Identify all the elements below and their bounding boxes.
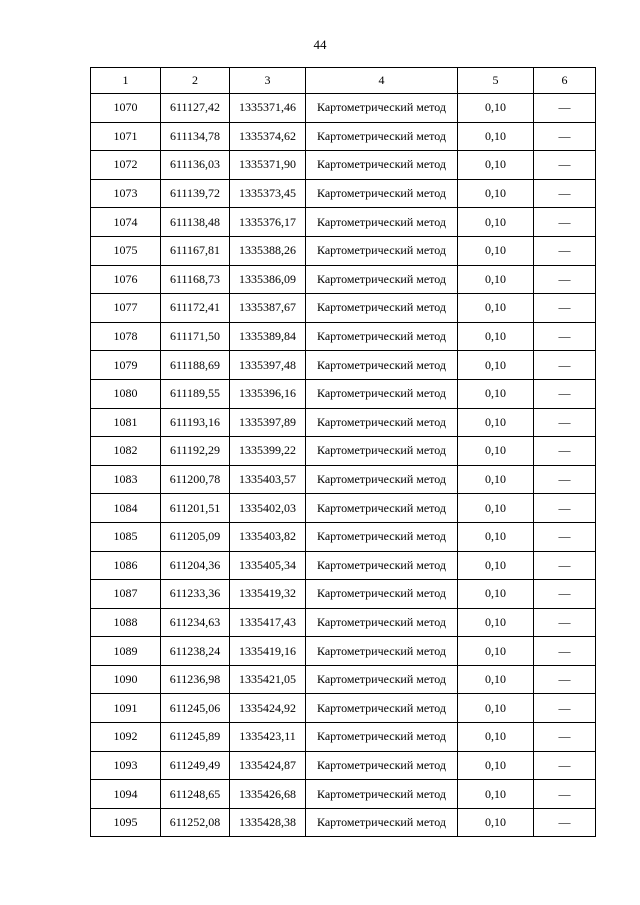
accuracy-cell: 0,10 xyxy=(458,351,534,380)
table-row xyxy=(91,236,596,265)
point-number-cell: 1078 xyxy=(91,322,161,351)
point-number-cell: 1081 xyxy=(91,408,161,437)
table-row xyxy=(91,294,596,323)
y-coordinate-cell: 1335419,32 xyxy=(230,580,306,609)
method-cell: Картометрический метод xyxy=(306,208,458,237)
point-number-cell: 1091 xyxy=(91,694,161,723)
header-cell-4: 4 xyxy=(306,68,458,94)
y-coordinate-cell: 1335386,09 xyxy=(230,265,306,294)
table-row xyxy=(91,208,596,237)
method-cell: Картометрический метод xyxy=(306,494,458,523)
y-coordinate-cell: 1335424,92 xyxy=(230,694,306,723)
point-number-cell: 1080 xyxy=(91,379,161,408)
y-coordinate-cell: 1335374,62 xyxy=(230,122,306,151)
accuracy-cell: 0,10 xyxy=(458,723,534,752)
method-cell: Картометрический метод xyxy=(306,780,458,809)
y-coordinate-cell: 1335419,16 xyxy=(230,637,306,666)
x-coordinate-cell: 611167,81 xyxy=(161,236,230,265)
y-coordinate-cell: 1335402,03 xyxy=(230,494,306,523)
table-row xyxy=(91,808,596,837)
accuracy-cell: 0,10 xyxy=(458,179,534,208)
y-coordinate-cell: 1335423,11 xyxy=(230,723,306,752)
table-row xyxy=(91,122,596,151)
note-cell: — xyxy=(534,179,596,208)
accuracy-cell: 0,10 xyxy=(458,236,534,265)
note-cell: — xyxy=(534,751,596,780)
x-coordinate-cell: 611192,29 xyxy=(161,437,230,466)
accuracy-cell: 0,10 xyxy=(458,637,534,666)
note-cell: — xyxy=(534,351,596,380)
point-number-cell: 1086 xyxy=(91,551,161,580)
note-cell: — xyxy=(534,637,596,666)
method-cell: Картометрический метод xyxy=(306,294,458,323)
y-coordinate-cell: 1335403,82 xyxy=(230,522,306,551)
method-cell: Картометрический метод xyxy=(306,665,458,694)
note-cell: — xyxy=(534,608,596,637)
point-number-cell: 1074 xyxy=(91,208,161,237)
accuracy-cell: 0,10 xyxy=(458,322,534,351)
accuracy-cell: 0,10 xyxy=(458,494,534,523)
note-cell: — xyxy=(534,665,596,694)
note-cell: — xyxy=(534,208,596,237)
y-coordinate-cell: 1335421,05 xyxy=(230,665,306,694)
table-row xyxy=(91,494,596,523)
accuracy-cell: 0,10 xyxy=(458,608,534,637)
table-row xyxy=(91,351,596,380)
note-cell: — xyxy=(534,408,596,437)
table-row xyxy=(91,665,596,694)
point-number-cell: 1092 xyxy=(91,723,161,752)
accuracy-cell: 0,10 xyxy=(458,780,534,809)
y-coordinate-cell: 1335397,89 xyxy=(230,408,306,437)
point-number-cell: 1073 xyxy=(91,179,161,208)
point-number-cell: 1094 xyxy=(91,780,161,809)
table-row xyxy=(91,580,596,609)
x-coordinate-cell: 611252,08 xyxy=(161,808,230,837)
accuracy-cell: 0,10 xyxy=(458,580,534,609)
x-coordinate-cell: 611233,36 xyxy=(161,580,230,609)
accuracy-cell: 0,10 xyxy=(458,551,534,580)
method-cell: Картометрический метод xyxy=(306,551,458,580)
method-cell: Картометрический метод xyxy=(306,694,458,723)
table-row xyxy=(91,179,596,208)
note-cell: — xyxy=(534,122,596,151)
table-row xyxy=(91,265,596,294)
method-cell: Картометрический метод xyxy=(306,265,458,294)
y-coordinate-cell: 1335397,48 xyxy=(230,351,306,380)
table-row xyxy=(91,608,596,637)
accuracy-cell: 0,10 xyxy=(458,94,534,123)
method-cell: Картометрический метод xyxy=(306,94,458,123)
method-cell: Картометрический метод xyxy=(306,808,458,837)
x-coordinate-cell: 611200,78 xyxy=(161,465,230,494)
x-coordinate-cell: 611204,36 xyxy=(161,551,230,580)
method-cell: Картометрический метод xyxy=(306,408,458,437)
method-cell: Картометрический метод xyxy=(306,637,458,666)
header-cell-5: 5 xyxy=(458,68,534,94)
table-row xyxy=(91,637,596,666)
y-coordinate-cell: 1335387,67 xyxy=(230,294,306,323)
note-cell: — xyxy=(534,808,596,837)
header-cell-3: 3 xyxy=(230,68,306,94)
x-coordinate-cell: 611168,73 xyxy=(161,265,230,294)
accuracy-cell: 0,10 xyxy=(458,265,534,294)
method-cell: Картометрический метод xyxy=(306,465,458,494)
table-row xyxy=(91,379,596,408)
accuracy-cell: 0,10 xyxy=(458,379,534,408)
point-number-cell: 1085 xyxy=(91,522,161,551)
y-coordinate-cell: 1335396,16 xyxy=(230,379,306,408)
accuracy-cell: 0,10 xyxy=(458,751,534,780)
table-row xyxy=(91,780,596,809)
y-coordinate-cell: 1335417,43 xyxy=(230,608,306,637)
accuracy-cell: 0,10 xyxy=(458,208,534,237)
accuracy-cell: 0,10 xyxy=(458,665,534,694)
point-number-cell: 1082 xyxy=(91,437,161,466)
accuracy-cell: 0,10 xyxy=(458,465,534,494)
x-coordinate-cell: 611188,69 xyxy=(161,351,230,380)
x-coordinate-cell: 611172,41 xyxy=(161,294,230,323)
x-coordinate-cell: 611189,55 xyxy=(161,379,230,408)
method-cell: Картометрический метод xyxy=(306,522,458,551)
y-coordinate-cell: 1335426,68 xyxy=(230,780,306,809)
x-coordinate-cell: 611248,65 xyxy=(161,780,230,809)
method-cell: Картометрический метод xyxy=(306,580,458,609)
note-cell: — xyxy=(534,694,596,723)
x-coordinate-cell: 611136,03 xyxy=(161,151,230,180)
point-number-cell: 1071 xyxy=(91,122,161,151)
y-coordinate-cell: 1335424,87 xyxy=(230,751,306,780)
y-coordinate-cell: 1335389,84 xyxy=(230,322,306,351)
accuracy-cell: 0,10 xyxy=(458,437,534,466)
table-row xyxy=(91,322,596,351)
y-coordinate-cell: 1335376,17 xyxy=(230,208,306,237)
header-cell-6: 6 xyxy=(534,68,596,94)
table-row xyxy=(91,723,596,752)
table-row xyxy=(91,94,596,123)
accuracy-cell: 0,10 xyxy=(458,122,534,151)
table-header xyxy=(91,68,596,94)
point-number-cell: 1070 xyxy=(91,94,161,123)
x-coordinate-cell: 611138,48 xyxy=(161,208,230,237)
table-row xyxy=(91,694,596,723)
point-number-cell: 1093 xyxy=(91,751,161,780)
note-cell: — xyxy=(534,437,596,466)
y-coordinate-cell: 1335388,26 xyxy=(230,236,306,265)
accuracy-cell: 0,10 xyxy=(458,694,534,723)
y-coordinate-cell: 1335403,57 xyxy=(230,465,306,494)
table-body xyxy=(91,94,596,837)
table-row xyxy=(91,751,596,780)
note-cell: — xyxy=(534,294,596,323)
note-cell: — xyxy=(534,723,596,752)
note-cell: — xyxy=(534,551,596,580)
table-row xyxy=(91,522,596,551)
note-cell: — xyxy=(534,580,596,609)
note-cell: — xyxy=(534,265,596,294)
note-cell: — xyxy=(534,151,596,180)
y-coordinate-cell: 1335371,46 xyxy=(230,94,306,123)
coordinates-table xyxy=(90,67,596,837)
note-cell: — xyxy=(534,465,596,494)
point-number-cell: 1072 xyxy=(91,151,161,180)
y-coordinate-cell: 1335405,34 xyxy=(230,551,306,580)
table-row xyxy=(91,437,596,466)
method-cell: Картометрический метод xyxy=(306,151,458,180)
note-cell: — xyxy=(534,94,596,123)
note-cell: — xyxy=(534,494,596,523)
x-coordinate-cell: 611238,24 xyxy=(161,637,230,666)
y-coordinate-cell: 1335428,38 xyxy=(230,808,306,837)
method-cell: Картометрический метод xyxy=(306,179,458,208)
point-number-cell: 1076 xyxy=(91,265,161,294)
method-cell: Картометрический метод xyxy=(306,351,458,380)
header-row xyxy=(91,68,596,94)
method-cell: Картометрический метод xyxy=(306,608,458,637)
table-row xyxy=(91,408,596,437)
point-number-cell: 1077 xyxy=(91,294,161,323)
header-cell-1: 1 xyxy=(91,68,161,94)
x-coordinate-cell: 611245,06 xyxy=(161,694,230,723)
method-cell: Картометрический метод xyxy=(306,322,458,351)
method-cell: Картометрический метод xyxy=(306,236,458,265)
point-number-cell: 1084 xyxy=(91,494,161,523)
method-cell: Картометрический метод xyxy=(306,379,458,408)
point-number-cell: 1088 xyxy=(91,608,161,637)
x-coordinate-cell: 611193,16 xyxy=(161,408,230,437)
table-row xyxy=(91,551,596,580)
x-coordinate-cell: 611171,50 xyxy=(161,322,230,351)
note-cell: — xyxy=(534,379,596,408)
x-coordinate-cell: 611249,49 xyxy=(161,751,230,780)
point-number-cell: 1079 xyxy=(91,351,161,380)
accuracy-cell: 0,10 xyxy=(458,408,534,437)
y-coordinate-cell: 1335399,22 xyxy=(230,437,306,466)
note-cell: — xyxy=(534,322,596,351)
point-number-cell: 1087 xyxy=(91,580,161,609)
table-row xyxy=(91,465,596,494)
point-number-cell: 1090 xyxy=(91,665,161,694)
x-coordinate-cell: 611234,63 xyxy=(161,608,230,637)
y-coordinate-cell: 1335373,45 xyxy=(230,179,306,208)
x-coordinate-cell: 611134,78 xyxy=(161,122,230,151)
point-number-cell: 1075 xyxy=(91,236,161,265)
method-cell: Картометрический метод xyxy=(306,723,458,752)
x-coordinate-cell: 611245,89 xyxy=(161,723,230,752)
point-number-cell: 1089 xyxy=(91,637,161,666)
note-cell: — xyxy=(534,236,596,265)
accuracy-cell: 0,10 xyxy=(458,522,534,551)
method-cell: Картометрический метод xyxy=(306,751,458,780)
point-number-cell: 1095 xyxy=(91,808,161,837)
x-coordinate-cell: 611236,98 xyxy=(161,665,230,694)
x-coordinate-cell: 611139,72 xyxy=(161,179,230,208)
accuracy-cell: 0,10 xyxy=(458,808,534,837)
y-coordinate-cell: 1335371,90 xyxy=(230,151,306,180)
method-cell: Картометрический метод xyxy=(306,122,458,151)
note-cell: — xyxy=(534,522,596,551)
accuracy-cell: 0,10 xyxy=(458,151,534,180)
x-coordinate-cell: 611205,09 xyxy=(161,522,230,551)
page-number: 44 xyxy=(313,37,327,52)
table-row xyxy=(91,151,596,180)
point-number-cell: 1083 xyxy=(91,465,161,494)
header-cell-2: 2 xyxy=(161,68,230,94)
x-coordinate-cell: 611201,51 xyxy=(161,494,230,523)
note-cell: — xyxy=(534,780,596,809)
x-coordinate-cell: 611127,42 xyxy=(161,94,230,123)
accuracy-cell: 0,10 xyxy=(458,294,534,323)
method-cell: Картометрический метод xyxy=(306,437,458,466)
